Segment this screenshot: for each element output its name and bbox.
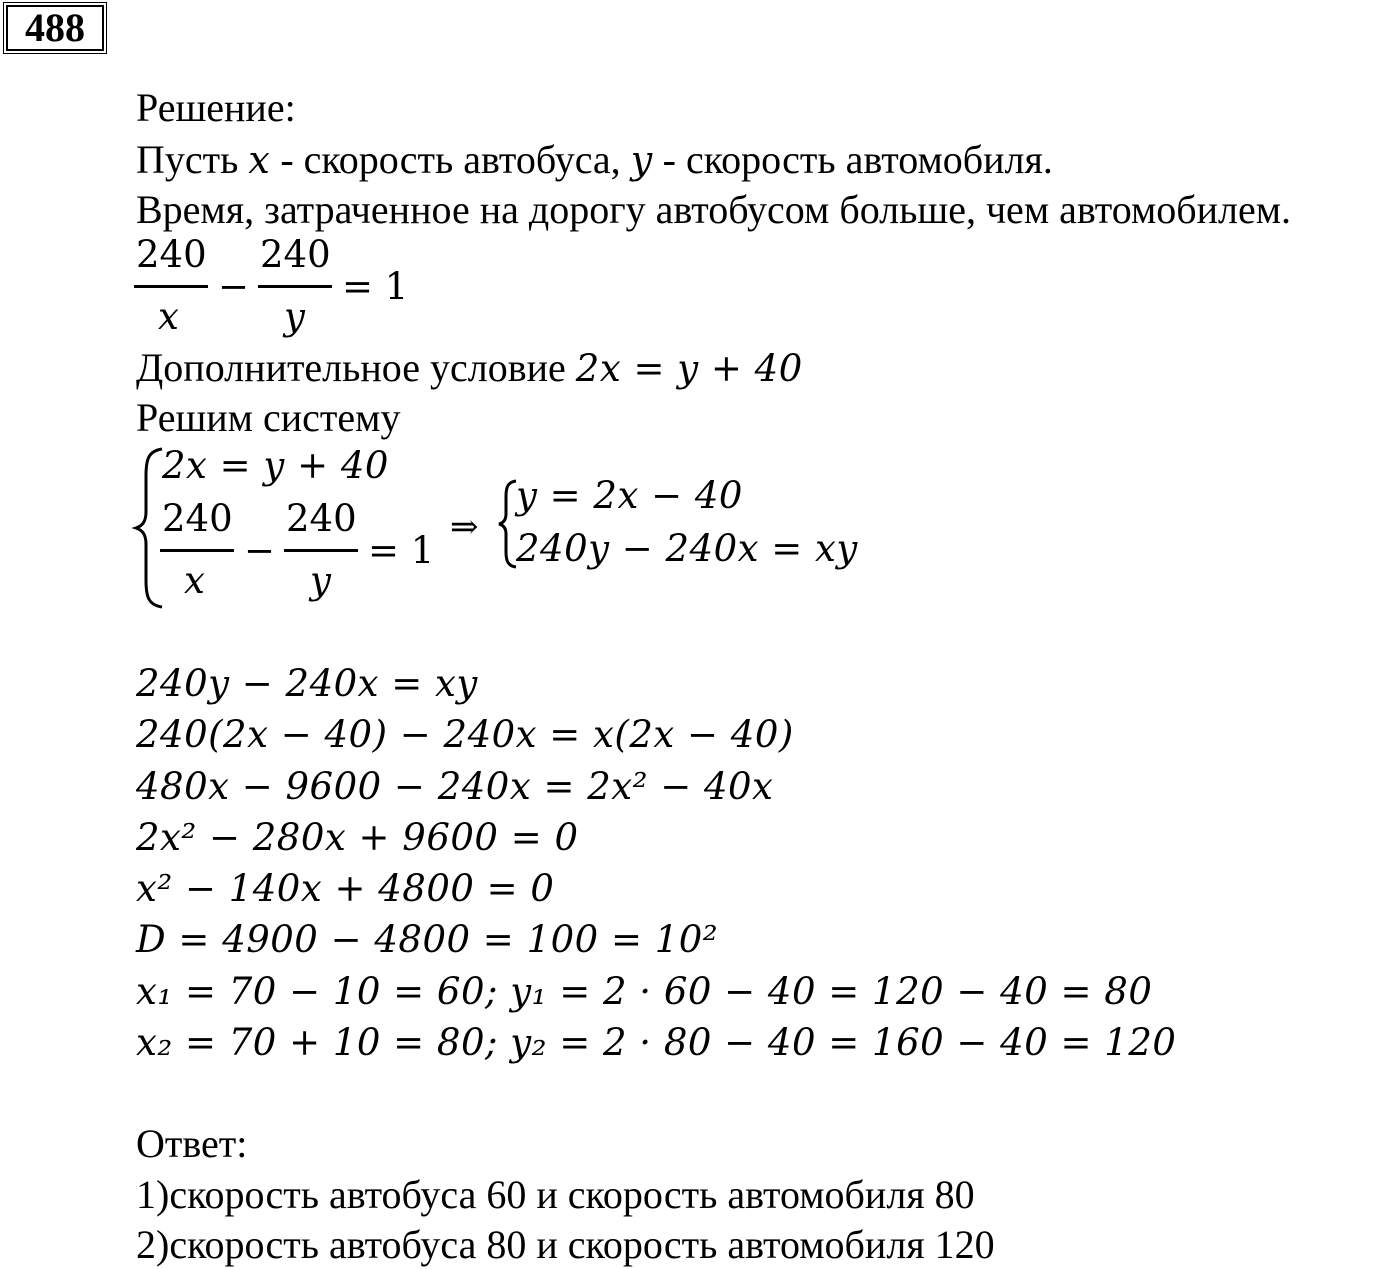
answer-heading: Ответ: (136, 1121, 248, 1166)
var-x: x (248, 138, 271, 182)
intro-text-2: - скорость автобуса, (270, 137, 631, 182)
fraction-denominator: x (158, 295, 179, 338)
step-line: 2x² − 280x + 9600 = 0 (136, 816, 579, 859)
system-label: Решим систему (136, 395, 401, 440)
fraction-denominator: x (184, 559, 205, 602)
fraction-bar (258, 285, 332, 288)
intro-text-3: - скорость автомобиля. (652, 137, 1053, 182)
intro-text-1: Пусть (136, 137, 249, 182)
answer-line: 1)скорость автобуса 60 и скорость автомобиля 80 (136, 1172, 975, 1217)
system-right-row-1: y = 2x − 40 (516, 474, 743, 517)
fraction-numerator: 240 (162, 497, 233, 540)
fraction-bar (160, 549, 234, 552)
condition-line (136, 345, 803, 390)
step-line: 480x − 9600 − 240x = 2x² − 40x (136, 765, 774, 808)
step-line: x₂ = 70 + 10 = 80; y₂ = 2 · 80 − 40 = 160 − 40 = 120 (136, 1021, 1177, 1064)
answer-line: 2)скорость автобуса 80 и скорость автомобиля 120 (136, 1222, 995, 1267)
fraction-bar (284, 549, 358, 552)
equation-rhs: = 1 (342, 265, 409, 308)
intro-line-1 (136, 137, 1053, 182)
system-left-row-1: 2x = y + 40 (162, 444, 389, 487)
fraction-numerator: 240 (260, 233, 331, 276)
system-right-row-2: 240y − 240x = xy (516, 527, 858, 570)
condition-text: Дополнительное условие (136, 345, 576, 390)
problem-number: 488 (6, 5, 104, 51)
condition-formula: 2x = y + 40 (575, 347, 803, 390)
implies-arrow-icon: ⇒ (450, 507, 479, 547)
minus-sign: − (244, 529, 276, 572)
step-line: D = 4900 − 4800 = 100 = 10² (136, 918, 719, 961)
minus-sign: − (218, 265, 250, 308)
fraction-numerator: 240 (136, 233, 207, 276)
step-line: x² − 140x + 4800 = 0 (136, 867, 555, 910)
fraction-denominator: y (284, 295, 305, 338)
left-brace-icon (132, 446, 166, 610)
fraction-numerator: 240 (286, 497, 357, 540)
fraction-denominator: y (310, 559, 331, 602)
step-line: x₁ = 70 − 10 = 60; y₁ = 2 · 60 − 40 = 120 − 40 = 80 (136, 970, 1153, 1013)
step-line: 240(2x − 40) − 240x = x(2x − 40) (136, 713, 794, 756)
intro-line-2: Время, затраченное на дорогу автобусом больше, чем автомобилем. (136, 187, 1292, 232)
var-y: y (630, 138, 653, 182)
solution-heading: Решение: (136, 85, 296, 130)
equation-rhs: = 1 (368, 529, 435, 572)
step-line: 240y − 240x = xy (136, 662, 478, 705)
fraction-bar (134, 285, 208, 288)
